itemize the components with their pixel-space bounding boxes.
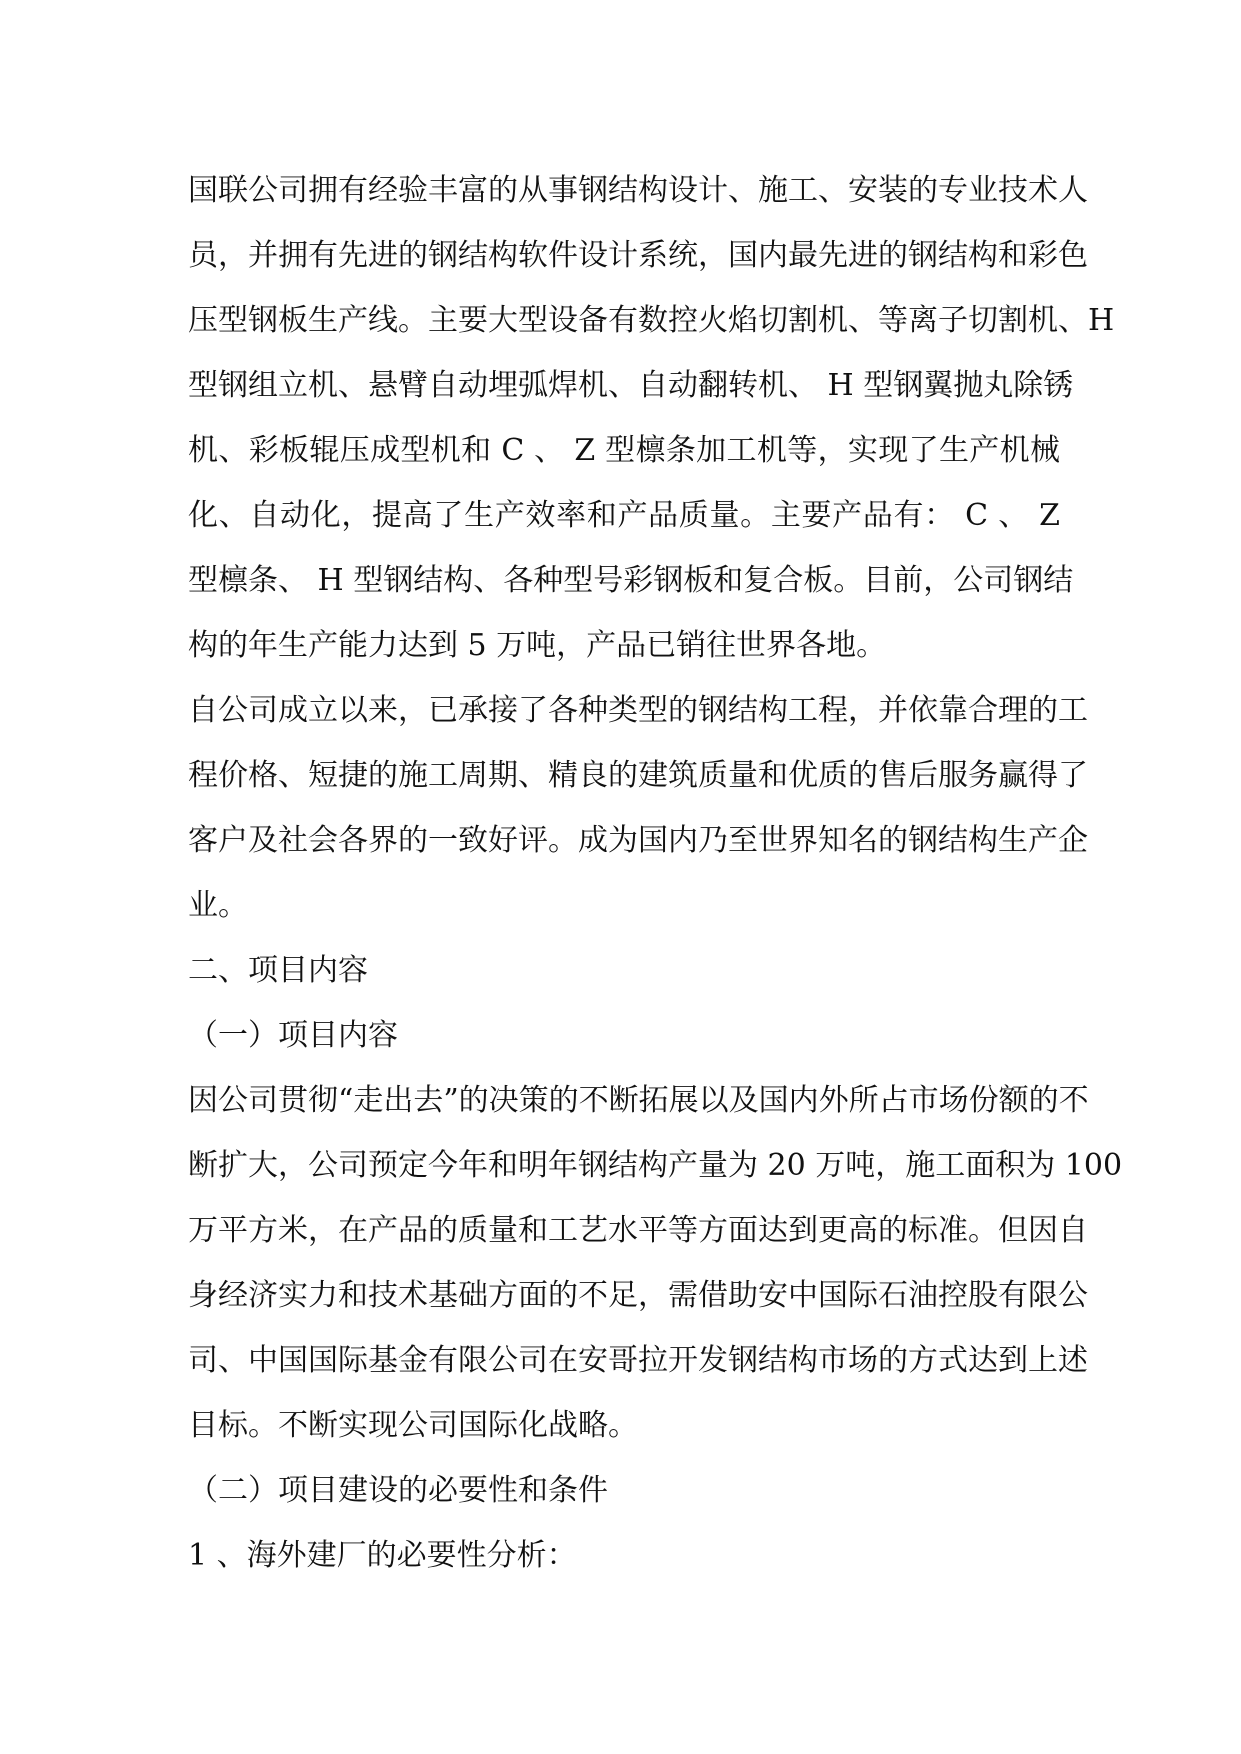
paragraph-line: 目标。不断实现公司国际化战略。 <box>188 1408 638 1443</box>
paragraph-line: 万平方米，在产品的质量和工艺水平等方面达到更高的标准。但因自 <box>188 1213 1088 1248</box>
document-body <box>188 158 1123 1588</box>
paragraph-line: 构的年生产能力达到 5 万吨，产品已销往世界各地。 <box>188 628 887 663</box>
paragraph-line: 型檩条、 H 型钢结构、各种型号彩钢板和复合板。目前，公司钢结 <box>188 563 1074 598</box>
subsection-heading: （二）项目建设的必要性和条件 <box>188 1473 608 1508</box>
section-heading: 二、项目内容 <box>188 953 368 988</box>
paragraph-line: 身经济实力和技术基础方面的不足，需借助安中国际石油控股有限公 <box>188 1278 1088 1313</box>
paragraph-line: 国联公司拥有经验丰富的从事钢结构设计、施工、安装的专业技术人 <box>188 173 1088 208</box>
subsection-heading: （一）项目内容 <box>188 1018 398 1053</box>
list-item-heading: 1 、海外建厂的必要性分析： <box>188 1538 577 1573</box>
paragraph-line: 程价格、短捷的施工周期、精良的建筑质量和优质的售后服务赢得了 <box>188 758 1088 793</box>
paragraph-line: 客户及社会各界的一致好评。成为国内乃至世界知名的钢结构生产企 <box>188 823 1088 858</box>
paragraph-line: 机、彩板辊压成型机和 C 、 Z 型檩条加工机等，实现了生产机械 <box>188 433 1060 468</box>
paragraph-line: 化、自动化，提高了生产效率和产品质量。主要产品有： C 、 Z <box>188 498 1060 533</box>
paragraph-line: 型钢组立机、悬臂自动埋弧焊机、自动翻转机、 H 型钢翼抛丸除锈 <box>188 368 1074 403</box>
paragraph-line: 自公司成立以来，已承接了各种类型的钢结构工程，并依靠合理的工 <box>188 693 1088 728</box>
paragraph-line: 压型钢板生产线。主要大型设备有数控火焰切割机、等离子切割机、H <box>188 303 1115 338</box>
paragraph-line: 因公司贯彻“走出去”的决策的不断拓展以及国内外所占市场份额的不 <box>188 1083 1089 1118</box>
paragraph-line: 司、中国国际基金有限公司在安哥拉开发钢结构市场的方式达到上述 <box>188 1343 1088 1378</box>
paragraph-line: 业。 <box>188 888 248 923</box>
paragraph-line: 员，并拥有先进的钢结构软件设计系统，国内最先进的钢结构和彩色 <box>188 238 1088 273</box>
paragraph-line: 断扩大，公司预定今年和明年钢结构产量为 20 万吨，施工面积为 100 <box>188 1148 1123 1183</box>
